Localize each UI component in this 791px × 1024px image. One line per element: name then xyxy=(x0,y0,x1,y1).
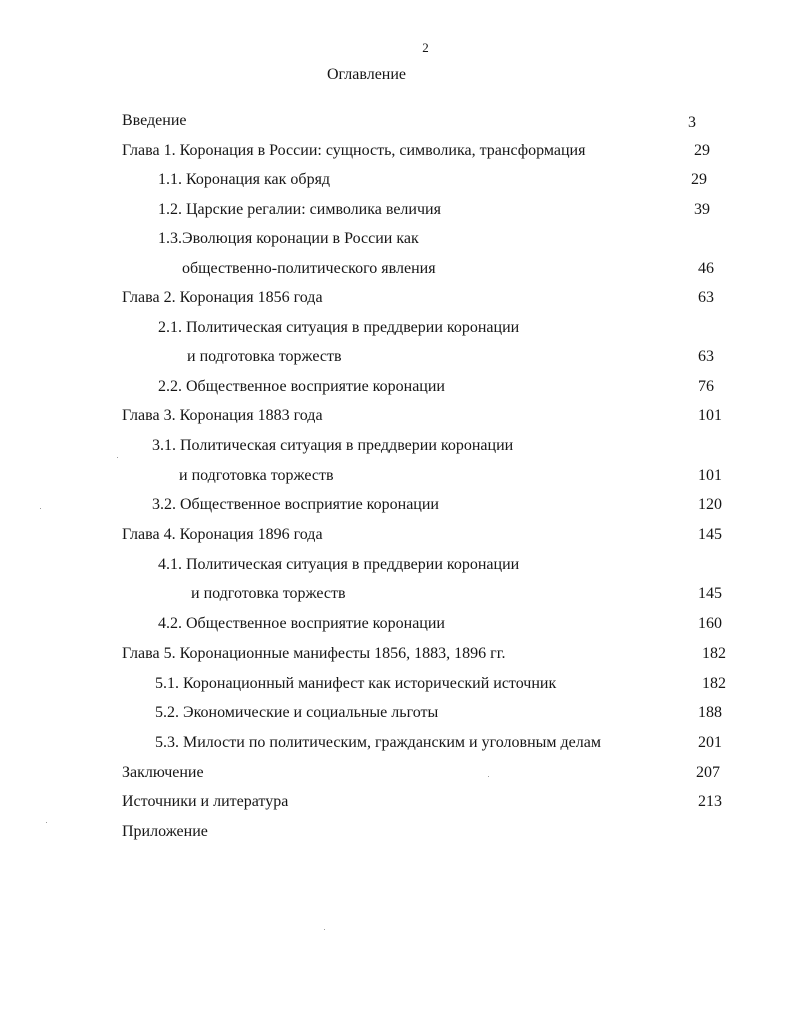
toc-entry-section-4-1-cont: и подготовка торжеств xyxy=(191,585,346,602)
toc-page-section-5-1: 182 xyxy=(702,675,726,692)
toc-page-sources: 213 xyxy=(698,793,722,810)
toc-entry-section-5-2: 5.2. Экономические и социальные льготы xyxy=(155,704,439,721)
toc-page-section-4-2: 160 xyxy=(698,615,722,632)
toc-page-chapter-2: 63 xyxy=(698,289,714,306)
toc-page-section-5-3: 201 xyxy=(698,734,722,751)
scan-speck xyxy=(488,776,489,777)
toc-entry-section-2-1-cont: и подготовка торжеств xyxy=(187,348,342,365)
toc-page-chapter-3: 101 xyxy=(698,407,722,424)
toc-entry-chapter-1: Глава 1. Коронация в России: сущность, символика, трансформация xyxy=(122,142,586,159)
toc-entry-appendix: Приложение xyxy=(122,823,208,840)
scan-speck xyxy=(117,457,118,458)
toc-page-section-2-1: 63 xyxy=(698,348,714,365)
toc-entry-section-5-1: 5.1. Коронационный манифест как исторический источник xyxy=(155,675,557,692)
toc-entry-section-1-3-cont: общественно-политического явления xyxy=(182,260,436,277)
toc-page-introduction: 3 xyxy=(688,114,696,131)
toc-entry-chapter-4: Глава 4. Коронация 1896 года xyxy=(122,526,323,543)
toc-entry-section-1-3: 1.3.Эволюция коронации в России как xyxy=(158,230,419,247)
toc-page-section-3-2: 120 xyxy=(698,496,722,513)
toc-entry-section-1-2: 1.2. Царские регалии: символика величия xyxy=(158,201,441,218)
toc-entry-section-3-1-cont: и подготовка торжеств xyxy=(179,467,334,484)
toc-entry-section-2-1: 2.1. Политическая ситуация в преддверии коронации xyxy=(158,319,520,336)
toc-page-section-1-2: 39 xyxy=(694,201,710,218)
toc-page-section-1-1: 29 xyxy=(691,171,707,188)
toc-entry-section-4-1: 4.1. Политическая ситуация в преддверии коронации xyxy=(158,556,520,573)
toc-entry-introduction: Введение xyxy=(122,112,187,129)
toc-page-chapter-5: 182 xyxy=(702,645,726,662)
toc-page-chapter-4: 145 xyxy=(698,526,722,543)
toc-page-section-5-2: 188 xyxy=(698,704,722,721)
toc-entry-section-5-3: 5.3. Милости по политическим, гражданским и уголовным делам xyxy=(155,734,601,751)
toc-page-section-2-2: 76 xyxy=(698,378,714,395)
toc-page-conclusion: 207 xyxy=(696,764,720,781)
toc-entry-chapter-3: Глава 3. Коронация 1883 года xyxy=(122,407,323,424)
scan-speck xyxy=(46,822,47,823)
toc-page-section-4-1: 145 xyxy=(698,585,722,602)
toc-entry-section-2-2: 2.2. Общественное восприятие коронации xyxy=(158,378,445,395)
toc-entry-section-1-1: 1.1. Коронация как обряд xyxy=(158,171,331,188)
toc-page-section-3-1: 101 xyxy=(698,467,722,484)
toc-title: Оглавление xyxy=(326,66,407,83)
toc-entry-section-3-1: 3.1. Политическая ситуация в преддверии коронации xyxy=(152,437,514,454)
scan-speck xyxy=(40,508,41,509)
toc-page-section-1-3: 46 xyxy=(698,260,714,277)
toc-page-chapter-1: 29 xyxy=(694,142,710,159)
page-number: 2 xyxy=(422,40,429,55)
toc-entry-section-3-2: 3.2. Общественное восприятие коронации xyxy=(152,496,439,513)
toc-entry-sources: Источники и литература xyxy=(122,793,289,810)
toc-entry-chapter-5: Глава 5. Коронационные манифесты 1856, 1883, 1896 гг. xyxy=(122,645,506,662)
toc-entry-conclusion: Заключение xyxy=(122,764,204,781)
toc-entry-chapter-2: Глава 2. Коронация 1856 года xyxy=(122,289,323,306)
toc-entry-section-4-2: 4.2. Общественное восприятие коронации xyxy=(158,615,445,632)
scan-speck xyxy=(324,929,325,930)
